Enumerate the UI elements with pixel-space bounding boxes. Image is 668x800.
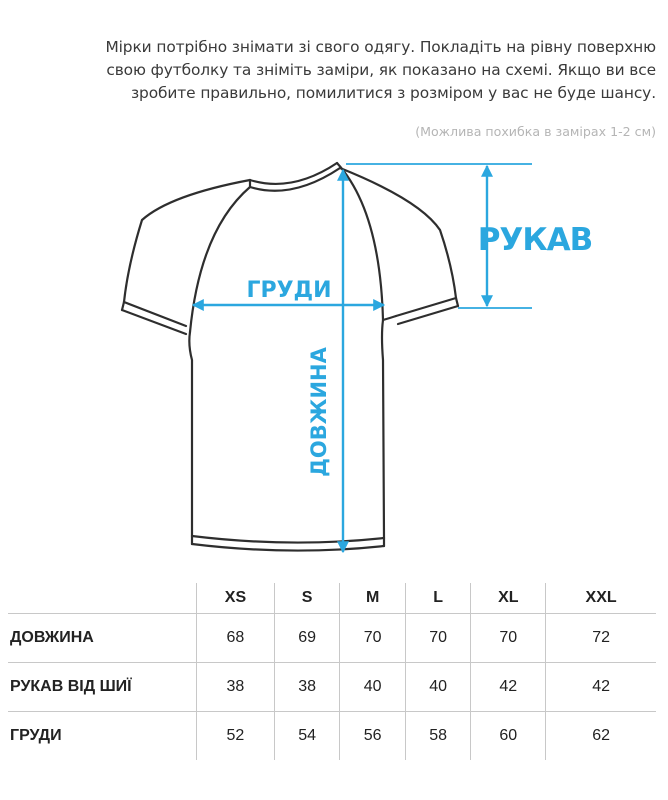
instruction-line: Мірки потрібно знімати зі свого одягу. Покладіть на рівну поверхню bbox=[105, 38, 656, 56]
tshirt-outline bbox=[122, 163, 458, 551]
table-cell: 42 bbox=[471, 663, 546, 712]
row-label: ДОВЖИНА bbox=[8, 614, 197, 663]
table-cell: 69 bbox=[274, 614, 340, 663]
table-header-row bbox=[8, 583, 656, 614]
length-label: ДОВЖИНА bbox=[307, 347, 331, 477]
table-cell: 42 bbox=[546, 663, 656, 712]
table-row bbox=[8, 712, 656, 761]
instruction-line: зробите правильно, помилитися з розміром у вас не буде шансу. bbox=[130, 84, 656, 102]
table-cell: 70 bbox=[471, 614, 546, 663]
table-cell: 56 bbox=[340, 712, 406, 761]
table-cell: 58 bbox=[405, 712, 471, 761]
measurement-instructions bbox=[16, 36, 656, 105]
table-cell: 70 bbox=[340, 614, 406, 663]
size-header-xxl: XXL bbox=[546, 583, 656, 614]
table-cell: 72 bbox=[546, 614, 656, 663]
table-cell: 62 bbox=[546, 712, 656, 761]
size-header-m: M bbox=[340, 583, 406, 614]
size-header-xs: XS bbox=[197, 583, 275, 614]
sleeve-label: РУКАВ bbox=[477, 222, 593, 258]
size-chart-table bbox=[8, 583, 656, 760]
table-row bbox=[8, 663, 656, 712]
table-cell: 40 bbox=[340, 663, 406, 712]
table-cell: 52 bbox=[197, 712, 275, 761]
row-label: ГРУДИ bbox=[8, 712, 197, 761]
instruction-line: свою футболку та зніміть заміри, як показано на схемі. Якщо ви все bbox=[106, 61, 656, 79]
table-cell: 40 bbox=[405, 663, 471, 712]
size-header-xl: XL bbox=[471, 583, 546, 614]
chest-label: ГРУДИ bbox=[246, 278, 332, 303]
measurement-error-note: (Можлива похибка в замірах 1-2 см) bbox=[415, 124, 656, 139]
table-cell: 60 bbox=[471, 712, 546, 761]
row-label: РУКАВ ВІД ШИЇ bbox=[8, 663, 197, 712]
size-header-s: S bbox=[274, 583, 340, 614]
size-header-l: L bbox=[405, 583, 471, 614]
table-cell: 38 bbox=[197, 663, 275, 712]
table-cell: 68 bbox=[197, 614, 275, 663]
table-cell: 54 bbox=[274, 712, 340, 761]
tshirt-measurement-diagram bbox=[0, 150, 668, 570]
table-cell: 38 bbox=[274, 663, 340, 712]
table-cell: 70 bbox=[405, 614, 471, 663]
table-row bbox=[8, 614, 656, 663]
table-header-cell bbox=[8, 583, 197, 614]
